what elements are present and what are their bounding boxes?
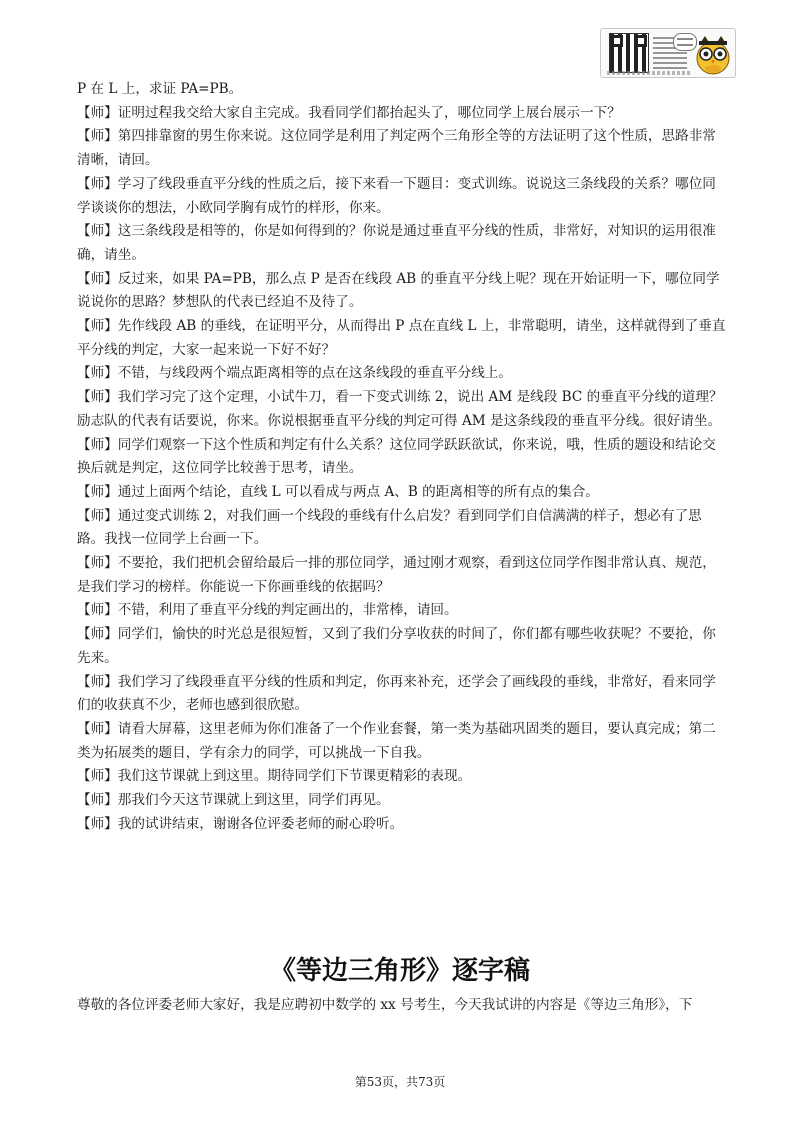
paragraph: 【师】先作线段 AB 的垂线，在证明平分，从而得出 P 点在直线 L 上，非常聪明，请坐，这样就得到了垂直平分线的判定，大家一起来说一下好不好？ — [77, 318, 726, 358]
paragraph: 【师】同学们，愉快的时光总是很短暂，又到了我们分享收获的时间了，你们都有哪些收获呢？不要抢，你先来。 — [77, 626, 716, 666]
header-logo-badge — [600, 28, 736, 78]
paragraph: 【师】我们这节课就上到这里。期待同学们下节课更精彩的表现。 — [77, 768, 472, 785]
paragraph: 【师】证明过程我交给大家自主完成。我看同学们都抬起头了，哪位同学上展台展示一下？ — [77, 104, 621, 121]
paragraph: 【师】不错，与线段两个端点距离相等的点在这条线段的垂直平分线上。 — [77, 365, 512, 382]
owl-mascot-icon — [693, 33, 733, 75]
paragraph: 【师】这三条线段是相等的，你是如何得到的？你说是通过垂直平分线的性质，非常好，对知识的运用很准确，请坐。 — [77, 223, 716, 263]
paragraph: 【师】第四排靠窗的男生你来说。这位同学是利用了判定两个三角形全等的方法证明了这个性质，思路非常清晰，请回。 — [77, 128, 716, 169]
paragraph: 【师】通过变式训练 2，对我们画一个线段的垂线有什么启发？看到同学们自信满满的样子，想必有了思路。我找一位同学上台画一下。 — [77, 507, 702, 548]
paragraph: 【师】反过来，如果 PA=PB，那么点 P 是否在线段 AB 的垂直平分线上呢？现在开始证明一下，哪位同学说说你的思路？梦想队的代表已经迫不及待了。 — [77, 270, 720, 311]
transcript-body — [77, 78, 727, 837]
paragraph: 【师】不错，利用了垂直平分线的判定画出的，非常棒，请回。 — [77, 602, 458, 619]
qr-code-icon — [609, 33, 649, 73]
intro-paragraph: 尊敬的各位评委老师大家好，我是应聘初中数学的 xx 号考生，今天我试讲的内容是《等边三角形》，下 — [77, 997, 693, 1013]
paragraph: 【师】学习了线段垂直平分线的性质之后，接下来看一下题目：变式训练。说说这三条线段的关系？哪位同学谈谈你的想法，小欧同学胸有成竹的样形，你来。 — [77, 175, 716, 216]
paragraph: 【师】那我们今天这节课就上到这里，同学们再见。 — [77, 792, 390, 809]
paragraph: 【师】我的试讲结束，谢谢各位评委老师的耐心聆听。 — [77, 815, 404, 832]
paragraph: 【师】请看大屏幕，这里老师为你们准备了一个作业套餐，第一类为基础巩固类的题目，要认真完成；第二类为拓展类的题目，学有余力的同学，可以挑战一下自我。 — [77, 720, 716, 761]
badge-caption — [607, 71, 691, 75]
paragraph: 【师】我们学习了线段垂直平分线的性质和判定，你再来补充，还学会了画线段的垂线，非常好，看来同学们的收获真不少，老师也感到很欣慰。 — [77, 673, 716, 714]
paragraph: 【师】不要抢，我们把机会留给最后一排的那位同学，通过刚才观察，看到这位同学作图非常认真、规范，是我们学习的榜样。你能说一下你画垂线的依据吗？ — [77, 555, 716, 595]
paragraph: 【师】通过上面两个结论，直线 L 可以看成与两点 A、B 的距离相等的所有点的集合。 — [77, 483, 599, 500]
paragraph: 【师】同学们观察一下这个性质和判定有什么关系？这位同学跃跃欲试，你来说，哦，性质的题设和结论交换后就是判定，这位同学比较善于思考，请坐。 — [77, 436, 716, 477]
paragraph: P 在 L 上，求证 PA=PB。 — [77, 81, 243, 97]
section-title: 《等边三角形》逐字稿 — [269, 956, 530, 986]
page-number-footer: 第53页，共73页 — [354, 1075, 446, 1089]
paragraph: 【师】我们学习完了这个定理，小试牛刀，看一下变式训练 2，说出 AM 是线段 BC 的垂直平分线的道理？励志队的代表有话要说，你来。你说根据垂直平分线的判定可得 AM 是这条线段的垂直平分线。很好请坐。 — [77, 389, 723, 429]
